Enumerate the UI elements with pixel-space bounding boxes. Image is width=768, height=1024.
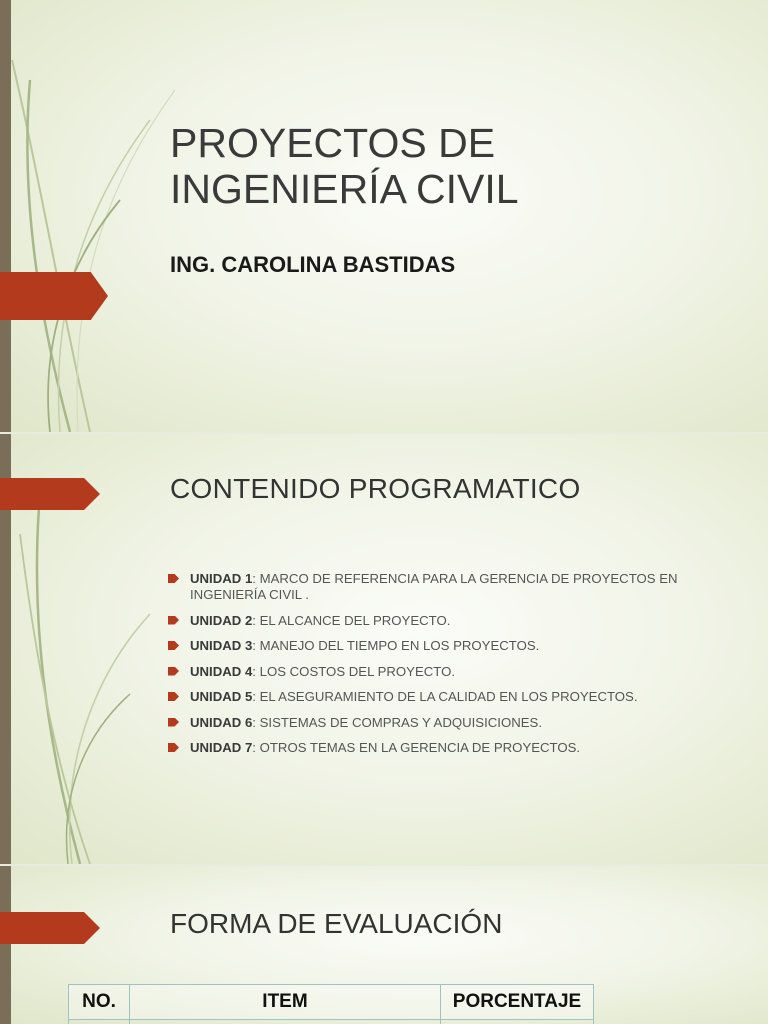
arrow-bullet-icon: [168, 574, 179, 583]
arrow-bullet-icon: [168, 718, 179, 727]
list-item: UNIDAD 1: MARCO DE REFERENCIA PARA LA GERENCIA DE PROYECTOS EN INGENIERÍA CIVIL .: [168, 571, 728, 603]
table-cell: [130, 1020, 441, 1024]
arrow-bullet-icon: [168, 692, 179, 701]
column-header-item: ITEM: [130, 985, 441, 1020]
evaluation-table: [68, 984, 594, 1024]
arrow-bullet-icon: [168, 616, 179, 625]
list-item: UNIDAD 2: EL ALCANCE DEL PROYECTO.: [168, 613, 728, 629]
arrow-bullet-icon: [168, 641, 179, 650]
list-item: UNIDAD 3: MANEJO DEL TIEMPO EN LOS PROYECTOS.: [168, 638, 728, 654]
presenter-name: ING. CAROLINA BASTIDAS: [170, 252, 456, 277]
table-row: [69, 1020, 594, 1024]
table-cell: [69, 1020, 130, 1024]
slide-contenido: [0, 434, 768, 864]
table-header-row: [69, 985, 594, 1020]
presentation-title: PROYECTOS DE INGENIERÍA CIVIL: [170, 120, 519, 212]
accent-tab: [0, 478, 100, 510]
accent-tab: [0, 912, 100, 944]
accent-tab: [0, 272, 108, 320]
decorative-curves: [0, 0, 200, 432]
section-title: FORMA DE EVALUACIÓN: [170, 908, 503, 939]
arrow-bullet-icon: [168, 667, 179, 676]
slide-title: [0, 0, 768, 432]
list-item: UNIDAD 5: EL ASEGURAMIENTO DE LA CALIDAD EN LOS PROYECTOS.: [168, 689, 728, 705]
side-bar: [0, 866, 11, 1024]
column-header-porcentaje: PORCENTAJE: [441, 985, 594, 1020]
slide-evaluacion: [0, 866, 768, 1024]
list-item: UNIDAD 6: SISTEMAS DE COMPRAS Y ADQUISICIONES.: [168, 715, 728, 731]
units-list: [168, 571, 728, 766]
list-item: UNIDAD 4: LOS COSTOS DEL PROYECTO.: [168, 664, 728, 680]
list-item: UNIDAD 7: OTROS TEMAS EN LA GERENCIA DE PROYECTOS.: [168, 740, 728, 756]
column-header-no: NO.: [69, 985, 130, 1020]
table-cell: [441, 1020, 594, 1024]
section-title: CONTENIDO PROGRAMATICO: [170, 473, 581, 504]
arrow-bullet-icon: [168, 743, 179, 752]
